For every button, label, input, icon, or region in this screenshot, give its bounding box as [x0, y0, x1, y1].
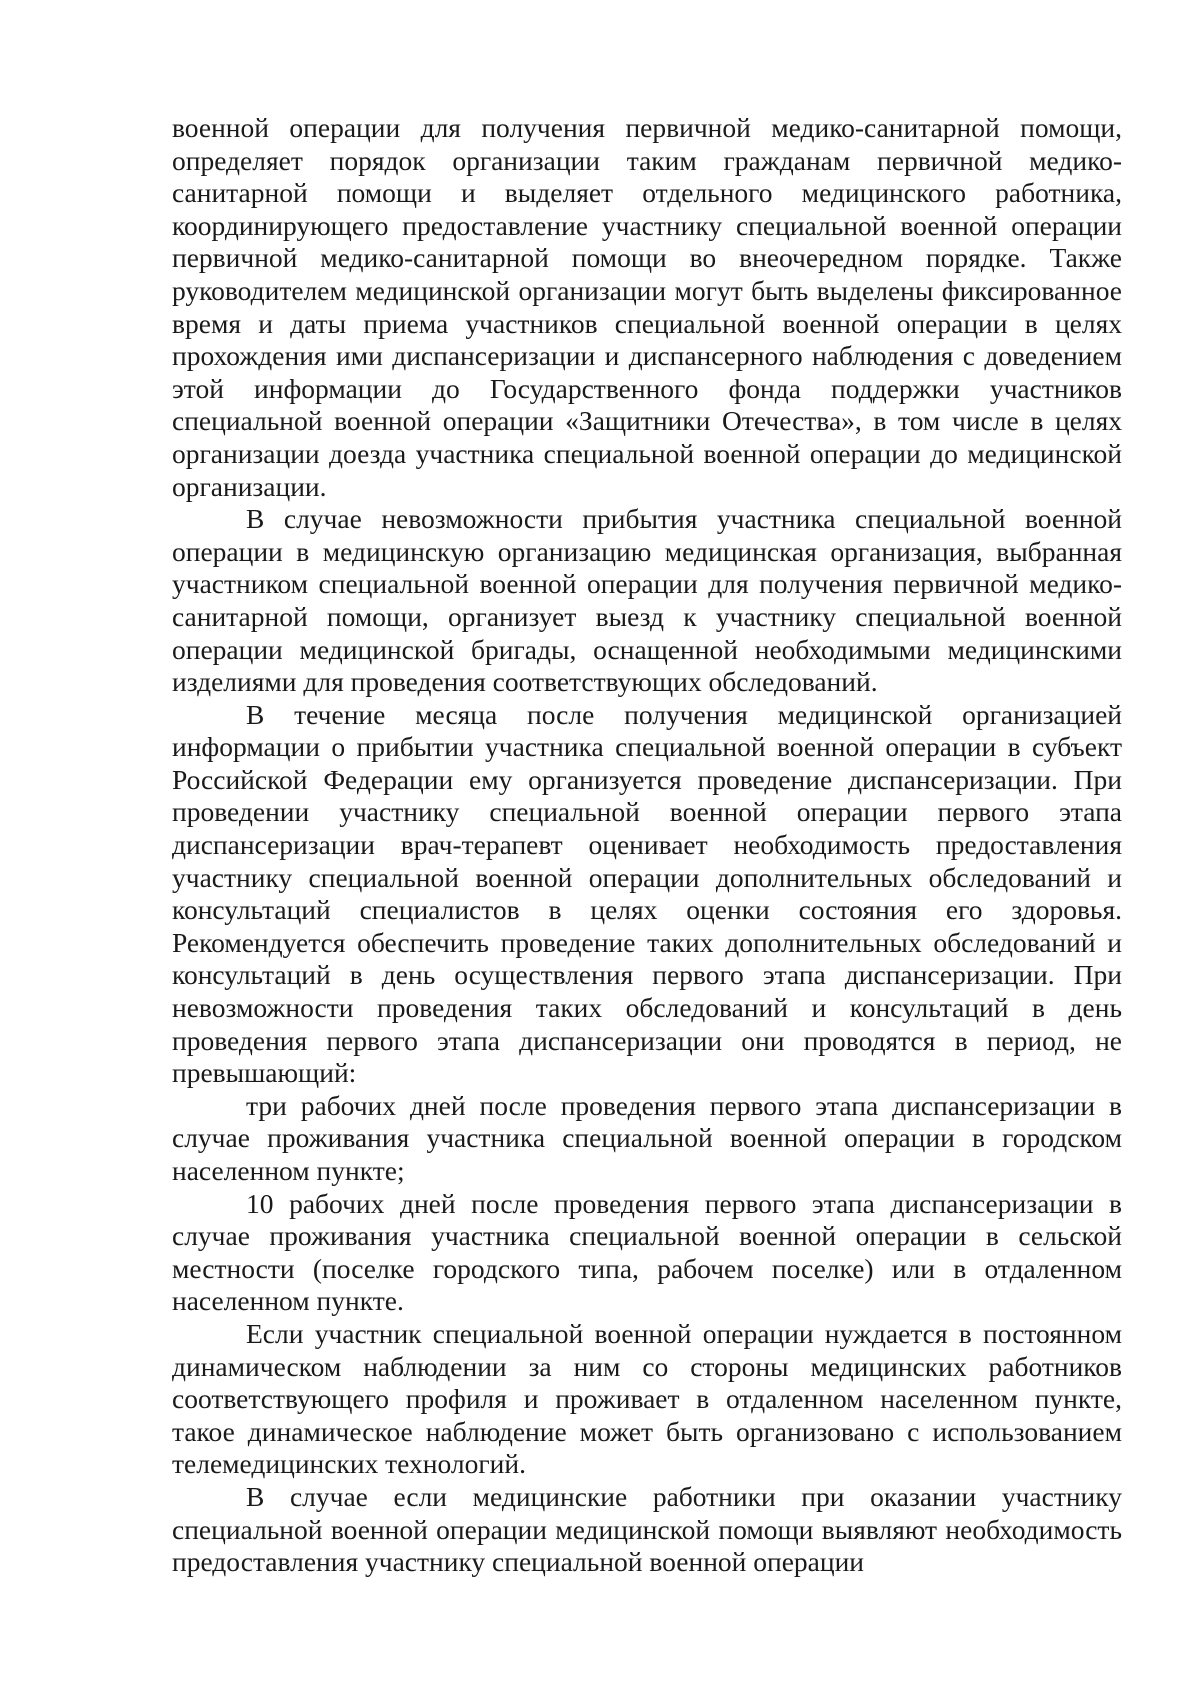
document-page	[172, 112, 1122, 1579]
paragraph-field-visit: В случае невозможности прибытия участника специальной военной операции в медицинскую организацию медицинская организация, выбранная участником специальной военной операции для получения первичной медико-санитарной помощи, организует выезд к участнику специальной военной операции медицинской бригады, оснащенной необходимыми медицинскими изделиями для проведения соответствующих обследований.	[172, 503, 1122, 698]
paragraph-rural-deadline: 10 рабочих дней после проведения первого этапа диспансеризации в случае проживания участника специальной военной операции в сельской местности (поселке городского типа, рабочем поселке) или в отдаленном населенном пункте.	[172, 1187, 1122, 1317]
paragraph-continuation: военной операции для получения первичной медико-санитарной помощи, определяет порядок организации таким гражданам первичной медико-санитарной помощи и выделяет отдельного медицинского работника, координирующего предоставление участнику специальной военной операции первичной медико-санитарной помощи во внеочередном порядке. Также руководителем медицинской организации могут быть выделены фиксированное время и даты приема участников специальной военной операции в целях прохождения ими диспансеризации и диспансерного наблюдения с доведением этой информации до Государственного фонда поддержки участников специальной военной операции «Защитники Отечества», в том числе в целях организации доезда участника специальной военной операции до медицинской организации.	[172, 112, 1122, 502]
paragraph-telemedicine: Если участник специальной военной операции нуждается в постоянном динамическом наблюдении за ним со стороны медицинских работников соответствующего профиля и проживает в отдаленном населенном пункте, такое динамическое наблюдение может быть организовано с использованием телемедицинских технологий.	[172, 1317, 1122, 1480]
paragraph-dispensary-examination: В течение месяца после получения медицинской организацией информации о прибытии участника специальной военной операции в субъект Российской Федерации ему организуется проведение диспансеризации. При проведении участнику специальной военной операции первого этапа диспансеризации врач-терапевт оценивает необходимость предоставления участнику специальной военной операции дополнительных обследований и консультаций специалистов в целях оценки состояния его здоровья. Рекомендуется обеспечить проведение таких дополнительных обследований и консультаций в день осуществления первого этапа диспансеризации. При невозможности проведения таких обследований и консультаций в день проведения первого этапа диспансеризации они проводятся в период, не превышающий:	[172, 698, 1122, 1089]
paragraph-additional-care: В случае если медицинские работники при оказании участнику специальной военной операции медицинской помощи выявляют необходимость предоставления участнику специальной военной операции	[172, 1480, 1122, 1578]
paragraph-urban-deadline: три рабочих дней после проведения первого этапа диспансеризации в случае проживания участника специальной военной операции в городском населенном пункте;	[172, 1089, 1122, 1186]
